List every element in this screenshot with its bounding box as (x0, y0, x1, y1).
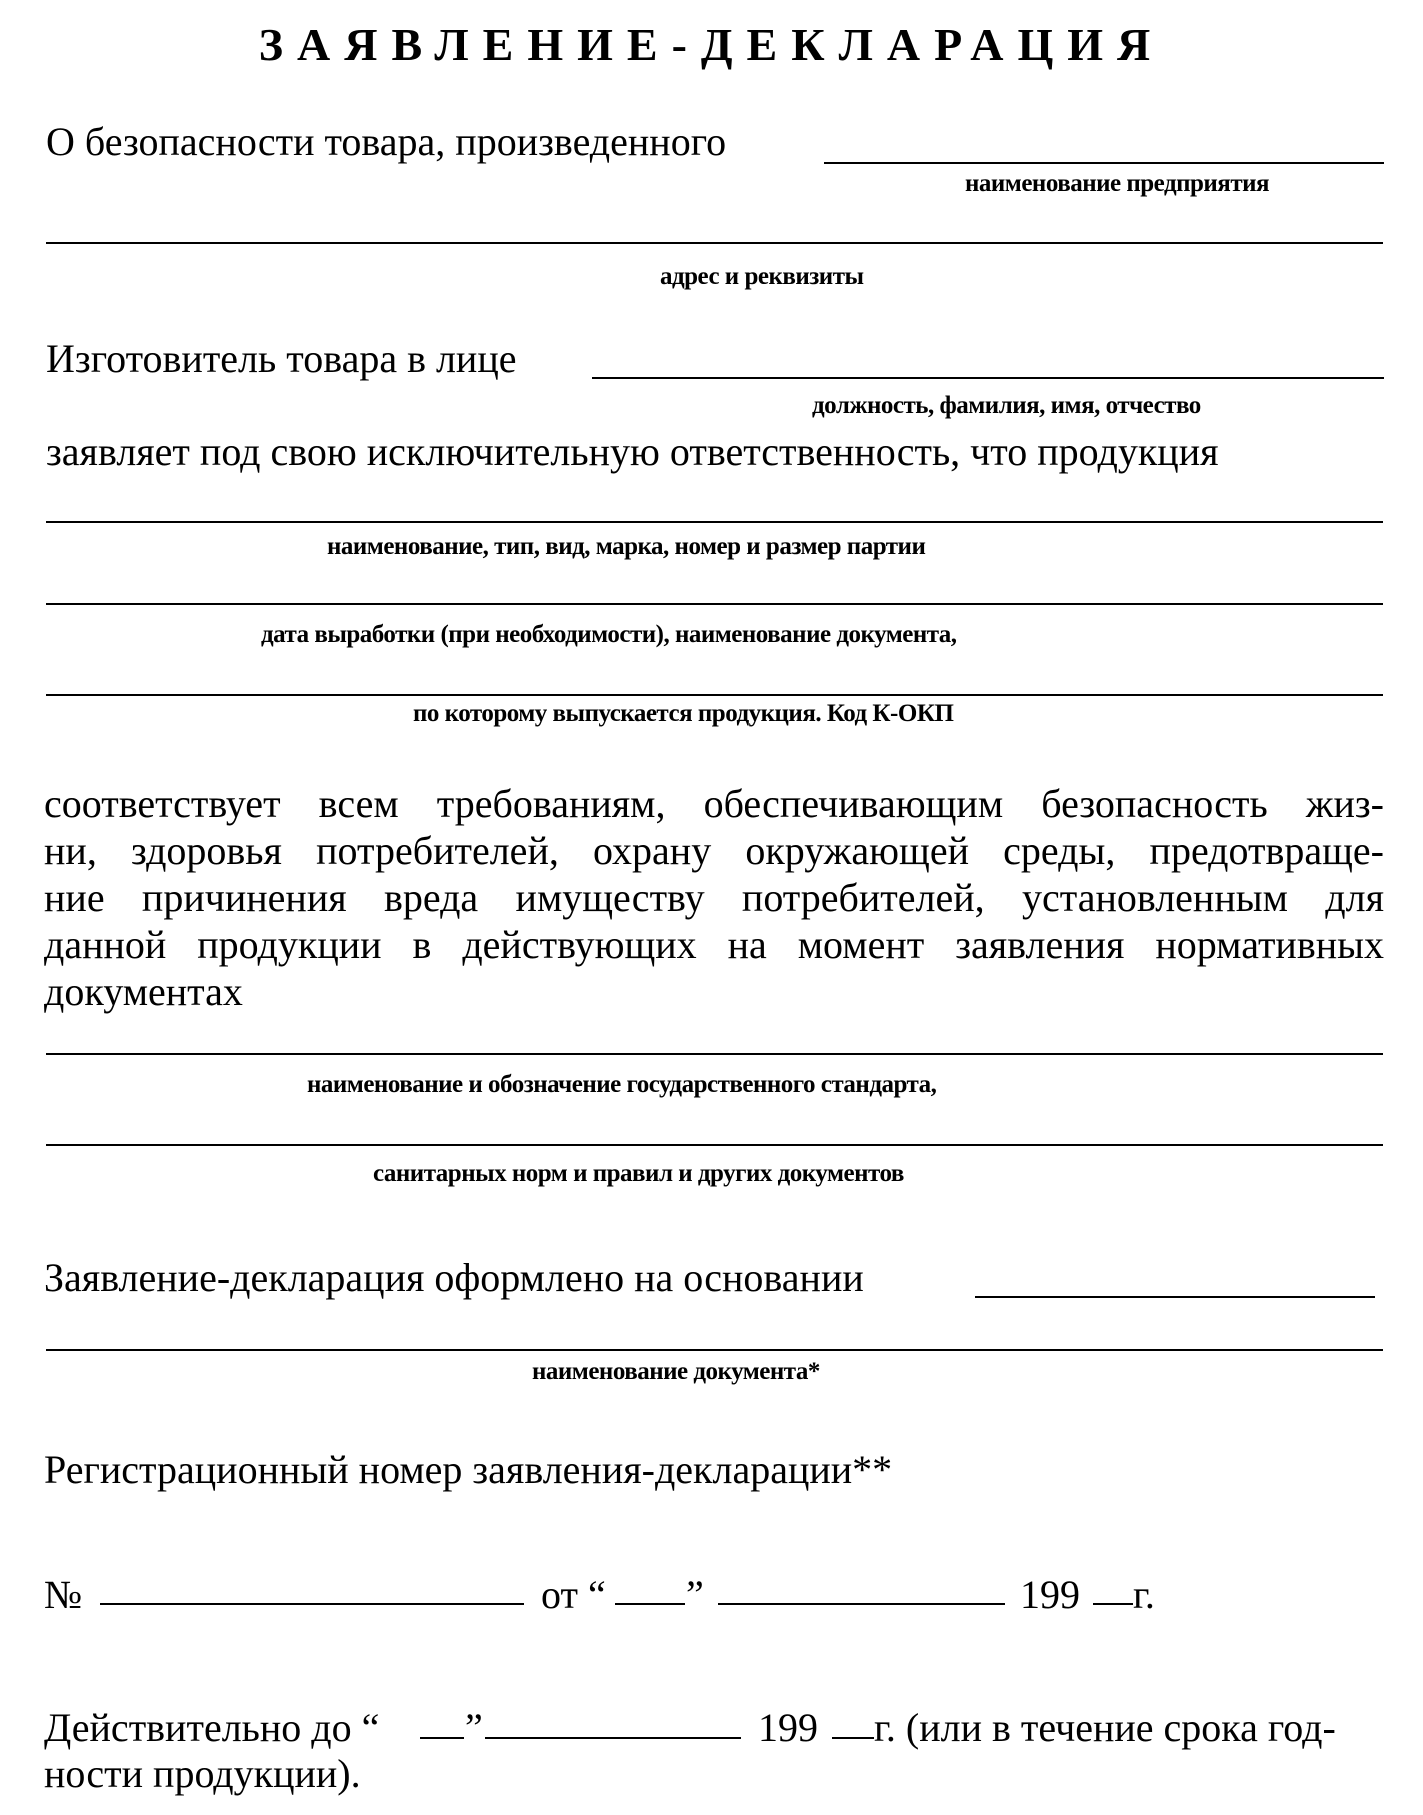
product-name-caption: наименование, тип, вид, марка, номер и размер партии (327, 533, 926, 560)
representative-field[interactable] (592, 377, 1384, 379)
standard-caption: наименование и обозначение государственного стандарта, (307, 1071, 937, 1098)
basis-document-caption: наименование документа* (532, 1358, 820, 1385)
document-title: ЗАЯВЛЕНИЕ-ДЕКЛАРАЦИЯ (258, 19, 1165, 70)
valid-year-field[interactable] (832, 1737, 874, 1739)
number-sign: № (44, 1572, 83, 1617)
production-date-field[interactable] (46, 603, 1383, 605)
year-prefix: 199 (1020, 1572, 1080, 1617)
production-date-caption: дата выработки (при необходимости), наименование документа, (261, 621, 957, 648)
enterprise-name-field[interactable] (824, 162, 1384, 164)
valid-suffix-continuation: ности продукции). (44, 1751, 361, 1796)
compliance-line: данной продукции в действующих на момент заявления нормативных (44, 922, 1384, 967)
valid-year-prefix: 199 (758, 1705, 818, 1750)
quote-close: ” (686, 1572, 704, 1617)
registration-year-field[interactable] (1093, 1603, 1133, 1605)
registration-label: Регистрационный номер заявления-декларации** (44, 1447, 893, 1492)
year-suffix: г. (1133, 1572, 1155, 1617)
from-label: от “ (541, 1572, 606, 1617)
safety-prefix-text: О безопасности товара, произведенного (46, 119, 727, 164)
address-caption: адрес и реквизиты (660, 263, 864, 290)
compliance-line: ние причинения вреда имуществу потребителей, установленным для (44, 875, 1384, 920)
compliance-line: документах (44, 969, 243, 1014)
address-field[interactable] (46, 242, 1383, 244)
declares-text: заявляет под свою исключительную ответственность, что продукция (46, 429, 1219, 474)
standard-field[interactable] (46, 1053, 1383, 1055)
okp-code-caption: по которому выпускается продукция. Код К-ОКП (413, 700, 954, 727)
valid-month-field[interactable] (485, 1737, 741, 1739)
basis-document-field[interactable] (46, 1349, 1383, 1351)
okp-code-field[interactable] (46, 694, 1383, 696)
valid-day-field[interactable] (420, 1737, 464, 1739)
valid-prefix-text: Действительно до “ (44, 1705, 380, 1750)
representative-caption: должность, фамилия, имя, отчество (812, 392, 1201, 419)
product-name-field[interactable] (46, 521, 1383, 523)
sanitary-norms-field[interactable] (46, 1144, 1383, 1146)
registration-number-field[interactable] (100, 1603, 524, 1605)
sanitary-norms-caption: санитарных норм и правил и других документов (373, 1160, 904, 1187)
enterprise-name-caption: наименование предприятия (965, 170, 1270, 197)
compliance-paragraph (44, 780, 1384, 1015)
basis-prefix-text: Заявление-декларация оформлено на основании (44, 1255, 864, 1300)
registration-month-field[interactable] (718, 1603, 1005, 1605)
manufacturer-prefix-text: Изготовитель товара в лице (46, 336, 517, 381)
compliance-line: ни, здоровья потребителей, охрану окружающей среды, предотвраще- (44, 828, 1384, 873)
valid-quote-close: ” (465, 1705, 483, 1750)
registration-day-field[interactable] (615, 1603, 685, 1605)
valid-suffix-text: г. (или в течение срока год- (874, 1705, 1336, 1750)
basis-field[interactable] (975, 1296, 1375, 1298)
compliance-line: соответствует всем требованиям, обеспечивающим безопасность жиз- (44, 781, 1384, 826)
